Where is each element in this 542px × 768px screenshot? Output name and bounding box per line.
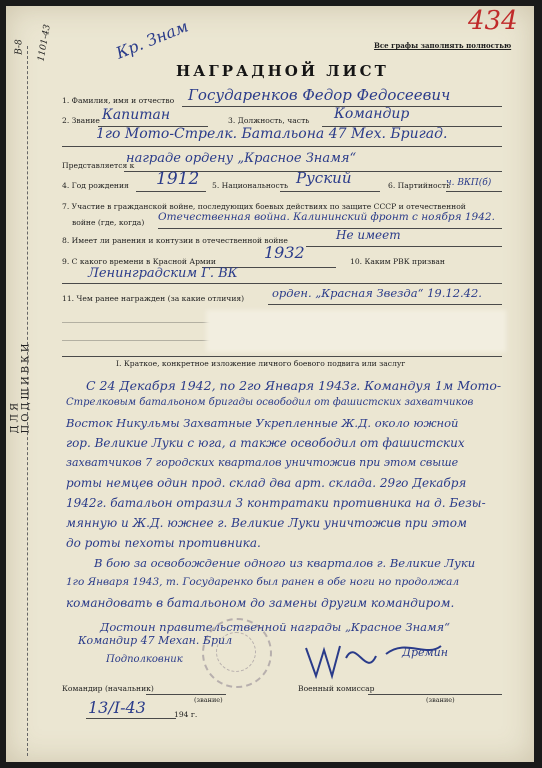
narrative-line: Стрелковым батальоном бригады освободил от фашистских захватчиков — [66, 397, 474, 408]
field-army-since-value: 1932 — [264, 243, 305, 262]
binding-strip — [9, 46, 42, 756]
binding-strip-label: ДЛЯ ПОДШИВКИ — [9, 340, 32, 434]
field-rvk-label: 10. Каким РВК призван — [350, 257, 445, 266]
rank-label: (звание) — [194, 696, 223, 704]
field-wounds-label: 8. Имеет ли ранения и контузии в отечественной войне — [62, 236, 288, 245]
narrative-line: до роты пехоты противника. — [66, 536, 261, 550]
fill-all-note: Все графы заполнять полностью — [374, 41, 512, 50]
corner-note-1: В-8 — [14, 39, 25, 55]
field-war-label-b: войне (где, когда) — [72, 218, 145, 227]
narrative-line: Достоин правительственной награды „Красное Знамя“ — [100, 620, 451, 634]
rank-label-2: (звание) — [426, 696, 455, 704]
field-nationality-label: 5. Национальность — [212, 181, 289, 190]
field-party-label: 6. Партийность — [388, 181, 451, 190]
commissar-label: Военный комиссар — [298, 684, 375, 693]
narrative-line: гор. Великие Луки с юга, а также освободил от фашистских — [66, 436, 465, 450]
archive-number: 434 — [468, 6, 518, 36]
narrative-line: Восток Никульмы Захватные Укрепленные Ж.Д. около южной — [66, 416, 459, 430]
second-signature: Дремин — [402, 646, 448, 659]
commander-hand: Командир 47 Механ. Брил — [78, 634, 233, 647]
faded-area — [206, 310, 506, 352]
award-sheet — [6, 6, 534, 762]
narrative-line: мянную и Ж.Д. южнее г. Великие Луки уничтожив при этом — [66, 516, 467, 530]
field-birth-value: 1912 — [156, 169, 200, 189]
note-award-type: Кр. Знам — [113, 16, 191, 63]
field-name-label: 1. Фамилия, имя и отчество — [62, 96, 175, 105]
commander-rank-hand: Подполковник — [106, 654, 183, 665]
narrative-line: роты немцев один прод. склад два арт. склада. 29го Декабря — [66, 476, 467, 490]
field-war-value: Отечественная война. Калининский фронт с ноября 1942. — [158, 211, 495, 223]
field-awards-label: 11. Чем ранее награжден (за какие отличия) — [62, 294, 245, 303]
presented-label: Представляется к — [62, 161, 135, 170]
field-awards-value: орден. „Красная Звезда“ 19.12.42. — [272, 286, 482, 300]
presented-value: награде ордену „Красное Знамя“ — [126, 151, 357, 166]
commander-label: Командир (начальник) — [62, 684, 154, 693]
narrative-line: захватчиков 7 городских кварталов уничтожив при этом свыше — [66, 456, 459, 469]
field-unit-value: 1го Мото-Стрелк. Батальона 47 Мех. Бригад. — [96, 126, 448, 142]
field-party-value: ч. ВКП(б) — [446, 178, 492, 188]
page-title: НАГРАДНОЙ ЛИСТ — [176, 62, 389, 80]
field-nationality-value: Руский — [296, 169, 352, 187]
field-name-value: Государенков Федор Федосеевич — [188, 86, 451, 104]
narrative-line: С 24 Декабря 1942, по 2го Января 1943г. Командуя 1м Мото- — [86, 378, 502, 393]
field-rank-label: 2. Звание — [62, 116, 100, 125]
year-print: 194 г. — [174, 710, 198, 719]
field-wounds-value: Не имеет — [336, 228, 401, 242]
field-army-since-label: 9. С какого времени в Красной Армии — [62, 257, 216, 266]
section-heading: I. Краткое, конкретное изложение личного боевого подвига или заслуг — [116, 359, 406, 368]
corner-note-2: 1101-43 — [36, 23, 53, 63]
field-rvk-value: Ленинградским Г. ВК — [88, 266, 238, 281]
narrative-line: командовать в батальоном до замены другим командиром. — [66, 596, 455, 610]
field-war-label-a: 7. Участие в гражданской войне, последующих боевых действиях по защите СССР и отечественной — [62, 202, 466, 211]
date-hand: 13/I-43 — [88, 698, 146, 717]
narrative-line: 1942г. батальон отразил 3 контратаки противника на д. Безы- — [66, 496, 486, 510]
narrative-line: В бою за освобождение одного из кварталов г. Великие Луки — [94, 556, 476, 570]
field-birth-label: 4. Год рождения — [62, 181, 129, 190]
narrative-line: 1го Января 1943, т. Государенко был ранен в обе ноги но продолжал — [66, 576, 460, 588]
field-rank-value: Капитан — [102, 107, 171, 123]
field-position-label: 3. Должность, часть — [228, 116, 310, 125]
field-position-value: Командир — [334, 106, 410, 122]
